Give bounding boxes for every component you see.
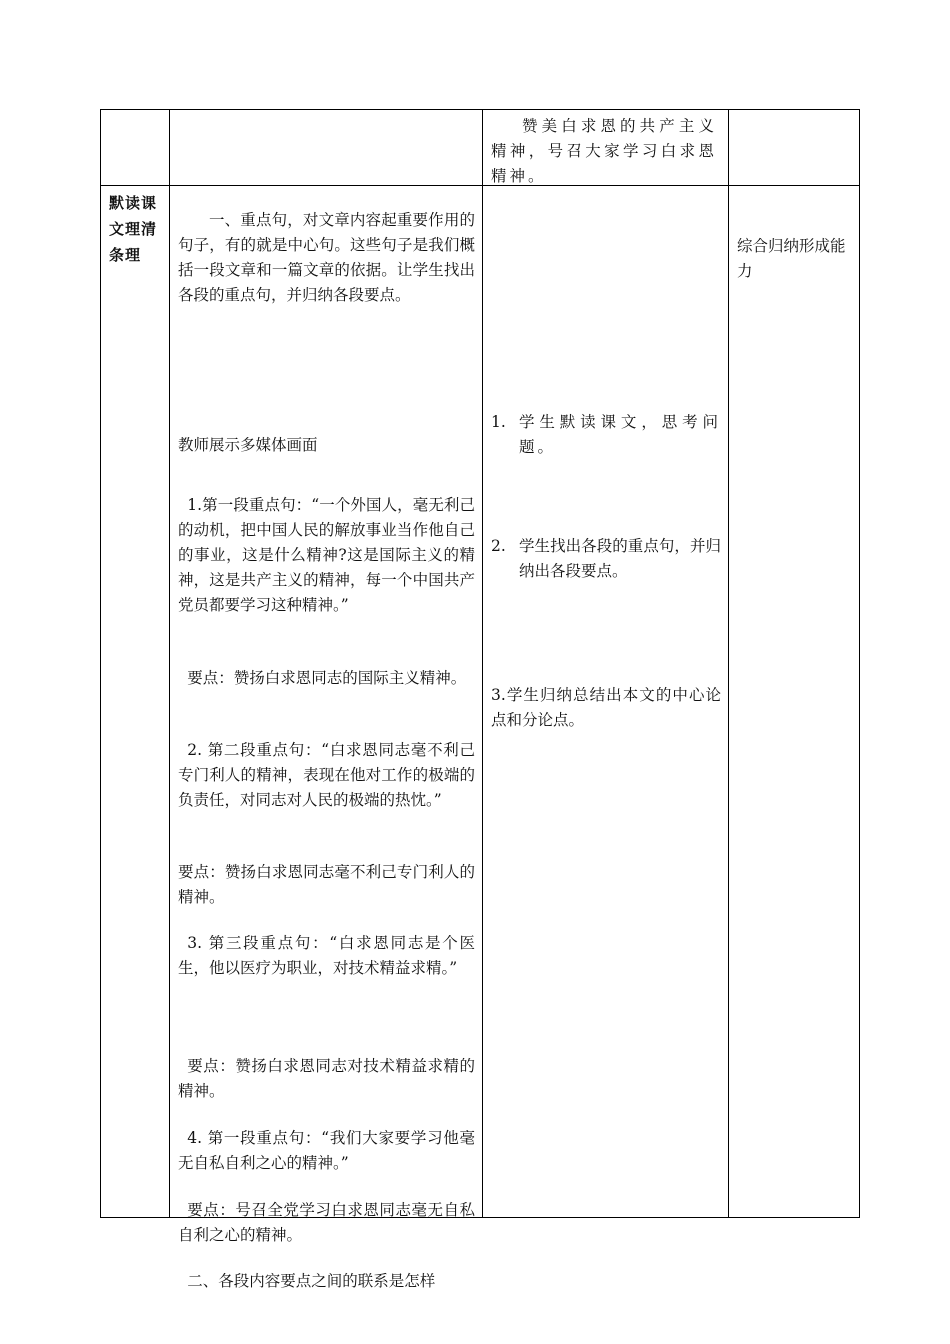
table-row [101,110,860,186]
key-point-4: 要点：号召全党学习白求恩同志毫无自私自利之心的精神。 [178,1201,475,1244]
step-2-text: 学生找出各段的重点句，并归纳出各段要点。 [519,537,721,580]
step-1-text: 学生默读课文，思考问题。 [519,413,721,456]
step-1-number: 1. [491,413,506,431]
key-point-1: 要点：赞扬白求恩同志的国际主义精神。 [187,669,467,687]
cell-r1-c2 [170,110,483,186]
lesson-plan-table [100,109,860,1290]
intro-paragraph: 一、重点句，对文章内容起重要作用的句子，有的就是中心句。这些句子是我们概括一段文章和一篇文章的依据。让学生找出各段的重点句，并归纳各段要点。 [178,211,475,304]
table-row [101,186,860,1218]
cell-r1-c4 [729,110,860,186]
cell-r2-c2 [170,186,483,1290]
key-sentence-2: 2. 第二段重点句：“白求恩同志毫不利己专门利人的精神，表现在他对工作的极端的负责任，对同志对人民的极端的热忱。” [178,741,475,809]
key-point-3: 要点：赞扬白求恩同志对技术精益求精的精神。 [178,1057,475,1100]
stage-label: 默读课文理清条理 [109,194,158,264]
step-2-number: 2. [491,537,506,555]
student-step-3: 3.学生归纳总结出本文的中心论点和分论点。 [491,686,721,729]
cell-r2-c1 [101,186,170,1218]
key-sentence-4: 4. 第一段重点句：“我们大家要学习他毫无自私自利之心的精神。” [178,1129,475,1172]
cell-r1-c1 [101,110,170,186]
ability-goal: 综合归纳形成能力 [737,237,846,280]
purpose-text: 赞美白求恩的共产主义精神，号召大家学习白求恩精神。 [491,117,717,185]
section-two-heading: 二、各段内容要点之间的联系是怎样 [187,1272,436,1290]
key-point-2: 要点：赞扬白求恩同志毫不利己专门利人的精神。 [178,863,475,906]
key-sentence-3: 3. 第三段重点句：“白求恩同志是个医生，他以医疗为职业，对技术精益求精。” [178,934,475,977]
cell-r1-c3 [483,110,729,186]
media-note: 教师展示多媒体画面 [178,436,318,454]
cell-r2-c4 [729,186,860,1218]
key-sentence-1: 1.第一段重点句：“一个外国人，毫无利己的动机，把中国人民的解放事业当作他自己的事业，这是什么精神?这是国际主义的精神，这是共产主义的精神，每一个中国共产党员都要学习这种精神。” [178,496,475,614]
cell-r2-c3 [483,186,729,1218]
